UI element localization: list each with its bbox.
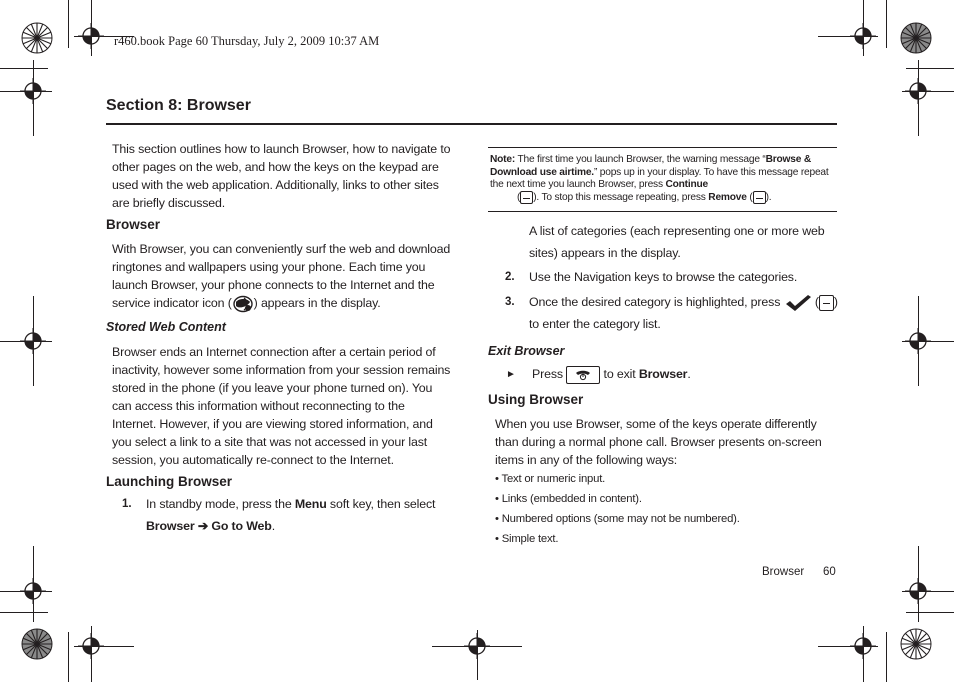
list-item: • Text or numeric input. <box>495 473 606 485</box>
step3-text <box>529 293 839 312</box>
page-number: 60 <box>823 566 836 578</box>
note-paren-open: ( <box>517 192 521 204</box>
registration-mark-icon <box>905 328 931 354</box>
note-warning-message: Browse & Download use airtime. <box>490 154 811 178</box>
note-text-1: The first time you launch Browser, the warning message “ <box>515 154 766 165</box>
registration-mark-icon <box>20 328 46 354</box>
checkmark-key-icon <box>784 294 812 312</box>
step3-continuation: to enter the category list. <box>529 317 661 331</box>
list-item: • Simple text. <box>495 533 559 545</box>
using-browser-heading: Using Browser <box>488 392 584 407</box>
note-paren-open-2: ( <box>746 192 753 204</box>
registration-mark-icon <box>20 578 46 604</box>
crop-mark <box>0 612 48 613</box>
menu-path: Browser ➔ Go to Web <box>146 519 272 533</box>
continue-label: Continue <box>665 179 709 190</box>
browser-text-start: With Browser, you can conveniently surf the web and download ringtones and wallpapers using your phone. Each time you launch Browser, your phone connects to the Internet and the service indicator icon ( <box>112 242 451 310</box>
crop-mark <box>68 0 69 48</box>
globe-service-icon <box>232 295 254 313</box>
step3-paren-open: ( <box>814 295 819 309</box>
launching-heading: Launching Browser <box>106 474 233 489</box>
browser-heading: Browser <box>106 217 161 232</box>
step-number: 1. <box>122 498 132 510</box>
step1-path-line <box>146 517 456 535</box>
crop-mark <box>0 68 48 69</box>
using-browser-paragraph: When you use Browser, some of the keys operate differently than during a normal phone call. Browser presents on-screen items in any of the following ways: <box>495 417 822 467</box>
title-divider <box>106 123 837 125</box>
press-label: Press <box>532 367 563 381</box>
step3-pre: Once the desired category is highlighted, press <box>529 295 781 309</box>
step-number: 2. <box>505 271 515 283</box>
end-key-icon <box>566 366 600 384</box>
registration-mark-icon <box>905 78 931 104</box>
note-paren-close: ). <box>765 192 772 204</box>
arrow-bullet-icon: ► <box>506 369 516 380</box>
step2-text: Use the Navigation keys to browse the categories. <box>529 270 798 284</box>
step1-pre: In standby mode, press the <box>146 497 295 511</box>
stored-content-paragraph: Browser ends an Internet connection after a certain period of inactivity, however some information from your session remains stored in the phone (if you leave your phone turned on). You can access this information without reconnecting to the Internet. However, if you are viewing stored information, and you select a link to a site that was not accessed in your last session, you automatically re-connect to the Internet. <box>112 345 451 467</box>
crop-mark <box>906 68 954 69</box>
crop-mark <box>906 612 954 613</box>
exit-end: . <box>687 367 691 381</box>
footer-section-name: Browser <box>762 566 805 578</box>
list-item: • Numbered options (some may not be numbered). <box>495 513 740 525</box>
categories-paragraph: A list of categories (each representing one or more web sites) appears in the display. <box>529 224 825 260</box>
step3-paren-close: ) <box>833 295 838 309</box>
star-target-icon <box>21 628 53 660</box>
page-title: Section 8: Browser <box>106 97 251 114</box>
step1-end: . <box>271 519 276 533</box>
menu-softkey-label: Menu <box>294 497 327 511</box>
crop-mark <box>886 632 887 682</box>
soft-key-icon <box>520 191 533 204</box>
crop-mark <box>886 0 887 48</box>
registration-mark-icon <box>850 633 876 659</box>
note-line-4 <box>517 191 837 205</box>
registration-mark-icon <box>850 23 876 49</box>
registration-mark-icon <box>464 633 490 659</box>
intro-paragraph: This section outlines how to launch Browser, how to navigate to other pages on the web, and how the keys on the keypad are used with the web application. Additionally, links to other sites are briefly discussed. <box>112 142 451 210</box>
soft-key-icon <box>753 191 766 204</box>
remove-label: Remove <box>708 192 747 204</box>
crop-mark <box>68 632 69 682</box>
registration-mark-icon <box>78 23 104 49</box>
registration-mark-icon <box>20 78 46 104</box>
note-top-rule <box>488 147 837 148</box>
star-target-icon <box>900 628 932 660</box>
running-header: r460.book Page 60 Thursday, July 2, 2009 10:37 AM <box>114 34 380 48</box>
soft-key-icon <box>819 295 834 311</box>
step-number: 3. <box>505 296 515 308</box>
note-text-3: ). To stop this message repeating, press <box>533 192 709 204</box>
browser-paragraph <box>112 240 452 313</box>
registration-mark-icon <box>905 578 931 604</box>
exit-instruction <box>532 365 832 384</box>
browser-target-label: Browser <box>638 367 688 381</box>
stored-content-heading: Stored Web Content <box>106 320 226 334</box>
exit-browser-heading: Exit Browser <box>488 344 565 358</box>
note-label: Note: <box>490 154 516 165</box>
list-item: • Links (embedded in content). <box>495 493 642 505</box>
note-bottom-rule <box>488 211 837 212</box>
star-target-icon <box>900 22 932 54</box>
exit-text: to exit <box>600 367 639 381</box>
step1-text <box>146 495 456 513</box>
browser-text-end: ) appears in the display. <box>253 296 381 310</box>
step1-post: soft key, then select <box>326 497 436 511</box>
star-target-icon <box>21 22 53 54</box>
registration-mark-icon <box>78 633 104 659</box>
note-text-2: ” pops up in your display. To have this message repeat the next time you launch Browser, press <box>490 166 829 190</box>
note-box <box>490 154 835 192</box>
